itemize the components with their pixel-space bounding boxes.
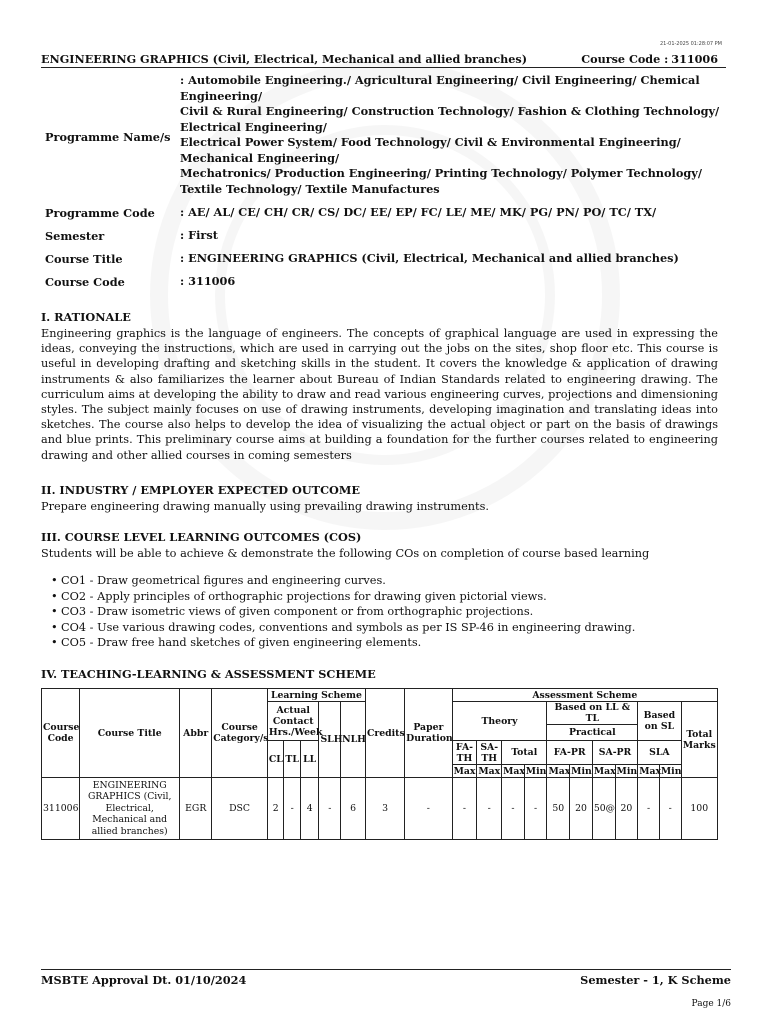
industry-body: Prepare engineering drawing manually using prevailing drawing instruments. <box>41 500 489 513</box>
th-max: Max <box>503 765 525 777</box>
cell-total-marks: 100 <box>681 778 717 840</box>
programme-line: Electrical Power System/ Food Technology/ Civil & Environmental Engineering/ <box>180 135 681 149</box>
header-title: ENGINEERING GRAPHICS (Civil, Electrical, Mechanical and allied branches) <box>41 52 527 66</box>
info-row-programme <box>41 73 731 201</box>
cell-nlh: 6 <box>341 778 366 840</box>
cell-total-min: - <box>524 778 547 840</box>
th-min: Min <box>571 765 592 777</box>
header-course-code <box>581 52 718 66</box>
course-info <box>41 73 731 293</box>
cell-sa-pr-min: 20 <box>615 778 638 840</box>
info-row-semester <box>41 224 731 247</box>
programme-code-value: : AE/ AL/ CE/ CH/ CR/ CS/ DC/ EE/ EP/ FC/ LE/ ME/ MK/ PG/ PN/ PO/ TC/ TX/ <box>180 204 657 219</box>
cell-fa-pr-min: 20 <box>570 778 593 840</box>
th-theory: Theory <box>452 702 547 741</box>
th-abbr: Abbr <box>180 689 212 778</box>
th-max: Max <box>639 765 662 777</box>
cell-credits: 3 <box>365 778 404 840</box>
programme-line: Electrical Engineering/ <box>180 119 327 134</box>
cell-sa-th-max: - <box>477 778 502 840</box>
rationale-heading: I. RATIONALE <box>41 310 131 324</box>
footer-semester: Semester - 1, K Scheme <box>580 973 731 987</box>
th-course-code: Course Code <box>42 689 80 778</box>
th-total: Total <box>502 741 547 765</box>
th-practical: Practical <box>547 725 638 741</box>
programme-line: Engineering/ <box>180 88 263 103</box>
th-based-ll-tl: Based on LL & TL <box>547 702 638 725</box>
header-code-value: 311006 <box>671 52 718 66</box>
cell-title: ENGINEERING GRAPHICS (Civil, Electrical, Mechanical and allied branches) <box>80 778 180 840</box>
cell-sla-min: - <box>659 778 681 840</box>
semester-label: Semester <box>45 228 105 243</box>
cos-intro: Students will be able to achieve & demonstrate the following COs on completion of course based learning <box>41 547 650 560</box>
th-min: Min <box>525 765 547 777</box>
th-actual-contact: Actual Contact Hrs./Week <box>267 702 319 741</box>
th-max: Max <box>548 765 571 777</box>
th-sa-th: SA-TH <box>477 741 502 765</box>
co-item: • CO1 - Draw geometrical figures and engineering curves. <box>61 573 635 589</box>
cell-sla-max: - <box>638 778 660 840</box>
th-max: Max <box>478 765 501 777</box>
th-min: Min <box>660 765 682 777</box>
th-category: Course Category/s <box>212 689 268 778</box>
cell-total-max: - <box>502 778 525 840</box>
cos-heading: III. COURSE LEVEL LEARNING OUTCOMES (COS) <box>41 530 362 544</box>
programme-line: Textile Technology/ Textile Manufactures <box>180 181 440 196</box>
cell-cl: 2 <box>267 778 284 840</box>
th-max: Max <box>453 765 476 777</box>
semester-value: : First <box>180 227 218 242</box>
course-code-value: : 311006 <box>180 273 236 288</box>
cell-sa-pr-max: 50@ <box>592 778 615 840</box>
cell-abbr: EGR <box>180 778 212 840</box>
th-sla: SLA <box>638 741 681 765</box>
info-row-course-title <box>41 247 731 270</box>
programme-line: : Automobile Engineering./ Agricultural Engineering/ Civil Engineering/ Chemical <box>180 73 700 87</box>
th-ll: LL <box>300 741 319 778</box>
info-row-course-code <box>41 270 731 293</box>
course-title-label: Course Title <box>45 251 123 266</box>
th-cl: CL <box>267 741 284 778</box>
info-row-programme-code <box>41 201 731 224</box>
th-slh: SLH <box>319 702 341 778</box>
scheme-table <box>41 688 718 840</box>
th-fa-th: FA-TH <box>452 741 477 765</box>
co-item: • CO5 - Draw free hand sketches of given engineering elements. <box>61 635 635 651</box>
course-title-value: : ENGINEERING GRAPHICS (Civil, Electrical, Mechanical and allied branches) <box>180 250 679 265</box>
industry-heading: II. INDUSTRY / EMPLOYER EXPECTED OUTCOME <box>41 483 361 497</box>
page-number: Page 1/6 <box>691 999 731 1009</box>
programme-name-label: Programme Name/s <box>45 130 171 144</box>
cell-fa-th-max: - <box>452 778 477 840</box>
cell-slh: - <box>319 778 341 840</box>
programme-line: Civil & Rural Engineering/ Construction Technology/ Fashion & Clothing Technology/ <box>180 104 720 118</box>
th-course-title: Course Title <box>80 689 180 778</box>
th-sa-pr: SA-PR <box>592 741 637 765</box>
th-assessment-scheme: Assessment Scheme <box>452 689 717 702</box>
table-row <box>42 778 718 840</box>
th-nlh: NLH <box>341 702 366 778</box>
page-header <box>41 51 726 68</box>
th-max: Max <box>593 765 616 777</box>
programme-code-label: Programme Code <box>45 205 155 220</box>
scheme-heading: IV. TEACHING-LEARNING & ASSESSMENT SCHEME <box>41 667 376 681</box>
cell-code: 311006 <box>42 778 80 840</box>
th-tl: TL <box>284 741 301 778</box>
cell-tl: - <box>284 778 301 840</box>
print-timestamp: 21-01-2025 01:28:07 PM <box>659 41 722 47</box>
programme-names <box>180 73 731 201</box>
cell-ll: 4 <box>300 778 319 840</box>
cell-category: DSC <box>212 778 268 840</box>
th-based-sl: Based on SL <box>638 702 681 741</box>
co-item: • CO2 - Apply principles of orthographic projections for drawing given pictorial views. <box>61 589 635 605</box>
course-code-label: Course Code <box>45 274 125 289</box>
th-fa-pr: FA-PR <box>547 741 592 765</box>
cell-paper-duration: - <box>405 778 452 840</box>
th-learning-scheme: Learning Scheme <box>267 689 365 702</box>
header-code-label: Course Code : <box>581 52 669 66</box>
programme-line: Mechatronics/ Production Engineering/ Printing Technology/ Polymer Technology/ <box>180 166 702 180</box>
footer-approval: MSBTE Approval Dt. 01/10/2024 <box>41 973 247 987</box>
th-paper-duration: Paper Duration <box>405 689 452 778</box>
programme-line: Mechanical Engineering/ <box>180 150 340 165</box>
cos-list <box>41 573 635 651</box>
th-total-marks: Total Marks <box>681 702 717 778</box>
co-item: • CO3 - Draw isometric views of given component or from orthographic projections. <box>61 604 635 620</box>
rationale-body: Engineering graphics is the language of engineers. The concepts of graphical language are used in expressing the ideas, conveying the instructions, which are used in carrying out the jobs on the sites, shop floor etc. This course is useful in developing drafting and sketching skills in the student. It covers the knowledge & application of drawing instruments & also familiarizes the learner about Bureau of Indian Standards related to engineering drawing. The curriculum aims at developing the ability to draw and read various engineering curves, projections and dimensioning styles. The subject mainly focuses on use of drawing instruments, developing imagination and translating ideas into sketches. The course also helps to develop the idea of visualizing the actual object or part on the basis of drawings and blue prints. This preliminary course aims at building a foundation for the further courses related to engineering drawing and other allied courses in coming semesters <box>41 327 718 462</box>
co-item: • CO4 - Use various drawing codes, conventions and symbols as per IS SP-46 in engineering drawing. <box>61 620 635 636</box>
cell-fa-pr-max: 50 <box>547 778 570 840</box>
th-credits: Credits <box>365 689 404 778</box>
th-min: Min <box>616 765 638 777</box>
page-footer <box>41 969 731 988</box>
